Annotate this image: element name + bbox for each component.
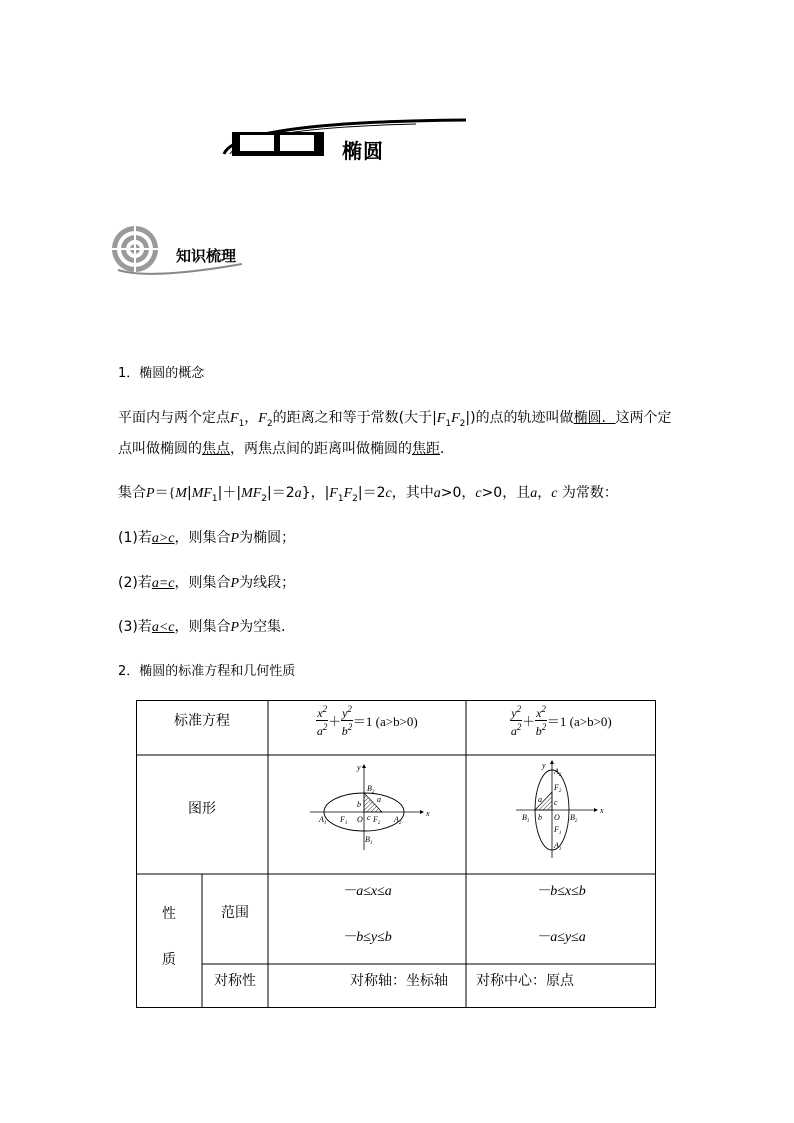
paragraph-definition-2: 点叫做椭圆的焦点，两焦点间的距离叫做椭圆的焦距． [118,441,454,457]
svg-text:A2: $A_2$ [554,767,562,778]
set-definition: 集合$P=\{M|MF_1|+|MF_2|=2a\}$，$|F_1F_2|=2c$，其中a>0，c>0，且a，c 为常数： [118,485,618,504]
paragraph-definition-1: 平面内与两个定点$F_1$，$F_2$的距离之和等于常数(大于$|F_1F_2|$)的点的轨迹叫做椭圆．这两个定 [118,410,672,429]
svg-text:a: a [538,795,542,804]
equation-horizontal: $\frac{x^2}{a^2}$ ＋ $\frac{y^2}{b^2}$ ＝1 (a>b>0) [316,703,418,738]
heading-standard-equation: 2．椭圆的标准方程和几何性质 [118,664,296,679]
svg-text:c: c [367,813,371,822]
case-3: (3)若a<c，则集合P为空集． [118,619,296,635]
label-range: 范围 [221,905,249,921]
term-ellipse: 椭圆． [573,410,616,426]
term-focus: 焦点 [202,441,230,457]
svg-text:O: O [357,815,363,824]
svg-text:B1: $B_1$ [522,813,530,824]
label-property-1: 性 [162,906,176,922]
range-horizontal-x: －a≤x≤a [342,884,392,899]
range-horizontal-y: －b≤y≤b [342,930,392,945]
svg-text:A1: $A_1$ [554,841,562,852]
svg-text:F1: $F_1$ [340,815,348,826]
diagram-vertical-ellipse [512,760,612,864]
svg-text:x: x [426,809,430,818]
diagram-horizontal-ellipse [306,762,436,862]
equation-vertical: $\frac{y^2}{a^2}$ ＋ $\frac{x^2}{b^2}$ ＝1 (a>b>0) [510,703,612,738]
svg-text:b: b [538,813,542,822]
symmetry-text: 对称轴：坐标轴 对称中心：原点 [350,973,574,989]
svg-text:B1: $B_1$ [365,835,373,846]
svg-text:x: x [600,806,604,815]
svg-text:b: b [357,800,361,809]
label-symmetry: 对称性 [214,973,256,989]
term-focal-distance: 焦距 [412,441,440,457]
page-title: 椭圆 [342,139,384,163]
case-2: (2)若a=c，则集合P为线段； [118,575,296,591]
svg-text:A1: $A_1$ [319,815,327,826]
case-1: (1)若a>c，则集合P为椭圆； [118,530,296,546]
svg-text:F2: $F_2$ [554,783,562,794]
svg-text:B2: $B_2$ [570,813,578,824]
svg-text:y: y [542,761,546,770]
svg-text:F1: $F_1$ [554,825,562,836]
label-property-2: 质 [162,952,176,968]
label-standard-equation: 标准方程 [174,713,230,729]
range-vertical-x: －b≤x≤b [536,884,586,899]
svg-text:F2: $F_2$ [373,815,381,826]
section-title: 知识梳理 [176,247,237,265]
svg-text:y: y [357,763,361,772]
svg-text:B2: $B_2$ [367,784,375,795]
svg-text:O: O [554,813,560,822]
properties-table [136,700,656,1008]
range-vertical-y: －a≤y≤a [536,930,586,945]
label-figure: 图形 [188,800,216,817]
svg-text:a: a [377,795,381,804]
heading-concept: 1．椭圆的概念 [118,366,205,381]
svg-text:A2: $A_2$ [394,815,402,826]
svg-text:c: c [554,798,558,807]
